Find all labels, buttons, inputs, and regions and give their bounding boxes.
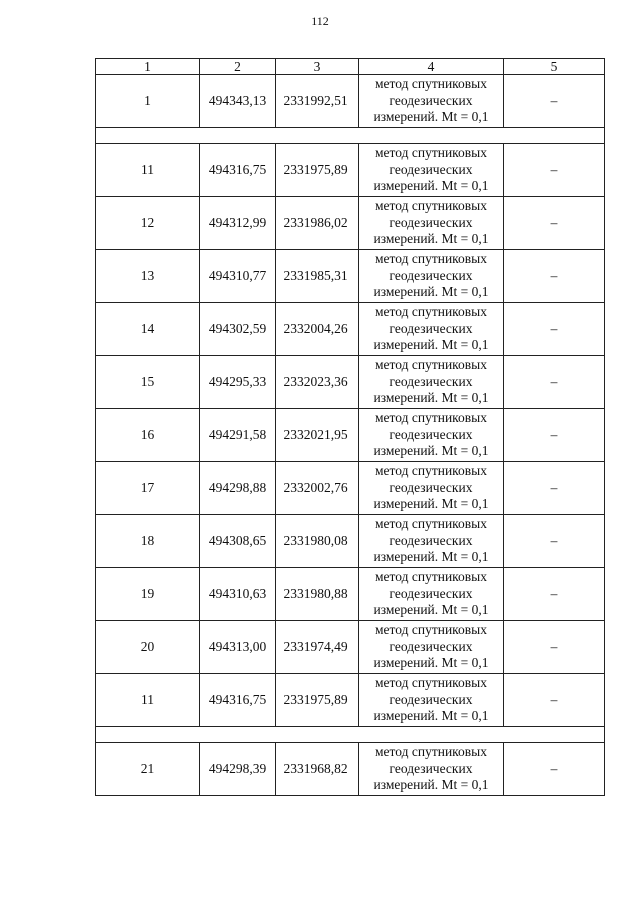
column-header: 1 <box>96 59 200 75</box>
method-text-line: измерений. Mt = 0,1 <box>373 443 489 459</box>
method-text-line: геодезических <box>389 479 473 495</box>
method-cell <box>359 144 504 197</box>
method-text-line: измерений. Mt = 0,1 <box>373 390 489 406</box>
table-row <box>96 75 605 128</box>
method-text-line: геодезических <box>389 691 473 707</box>
method-text-line: метод спутниковых <box>375 410 487 426</box>
method-cell <box>359 250 504 303</box>
note-cell: – <box>504 144 605 197</box>
method-text-line: метод спутниковых <box>375 304 487 320</box>
method-text-line: измерений. Mt = 0,1 <box>373 284 489 300</box>
note-cell: – <box>504 303 605 356</box>
x-coordinate-cell: 494310,77 <box>200 250 276 303</box>
method-cell <box>359 356 504 409</box>
y-coordinate-cell: 2332002,76 <box>276 462 359 515</box>
method-text-line: метод спутниковых <box>375 744 487 760</box>
coordinates-table-body <box>96 59 605 796</box>
method-text-line: измерений. Mt = 0,1 <box>373 549 489 565</box>
x-coordinate-cell: 494298,88 <box>200 462 276 515</box>
table-row <box>96 621 605 674</box>
point-number-cell: 13 <box>96 250 200 303</box>
coordinates-table <box>95 58 605 796</box>
method-text-line: измерений. Mt = 0,1 <box>373 777 489 793</box>
table-separator-row <box>96 128 605 144</box>
y-coordinate-cell: 2331975,89 <box>276 144 359 197</box>
separator-cell <box>96 128 605 144</box>
y-coordinate-cell: 2331985,31 <box>276 250 359 303</box>
point-number-cell: 15 <box>96 356 200 409</box>
column-header: 4 <box>359 59 504 75</box>
x-coordinate-cell: 494316,75 <box>200 674 276 727</box>
method-cell <box>359 568 504 621</box>
table-row <box>96 356 605 409</box>
y-coordinate-cell: 2331975,89 <box>276 674 359 727</box>
method-cell <box>359 197 504 250</box>
method-cell <box>359 303 504 356</box>
column-header: 3 <box>276 59 359 75</box>
table-row <box>96 250 605 303</box>
method-text-line: метод спутниковых <box>375 463 487 479</box>
method-text-line: метод спутниковых <box>375 76 487 92</box>
method-text-line: измерений. Mt = 0,1 <box>373 708 489 724</box>
method-cell <box>359 462 504 515</box>
point-number-cell: 12 <box>96 197 200 250</box>
method-cell <box>359 621 504 674</box>
point-number-cell: 18 <box>96 515 200 568</box>
x-coordinate-cell: 494312,99 <box>200 197 276 250</box>
method-text-line: геодезических <box>389 161 473 177</box>
note-cell: – <box>504 621 605 674</box>
note-cell: – <box>504 743 605 796</box>
x-coordinate-cell: 494295,33 <box>200 356 276 409</box>
y-coordinate-cell: 2332004,26 <box>276 303 359 356</box>
x-coordinate-cell: 494291,58 <box>200 409 276 462</box>
note-cell: – <box>504 356 605 409</box>
x-coordinate-cell: 494343,13 <box>200 75 276 128</box>
method-text-line: геодезических <box>389 585 473 601</box>
note-cell: – <box>504 674 605 727</box>
method-text-line: метод спутниковых <box>375 675 487 691</box>
point-number-cell: 11 <box>96 144 200 197</box>
method-cell <box>359 75 504 128</box>
x-coordinate-cell: 494313,00 <box>200 621 276 674</box>
method-text-line: измерений. Mt = 0,1 <box>373 602 489 618</box>
method-text-line: метод спутниковых <box>375 569 487 585</box>
point-number-cell: 20 <box>96 621 200 674</box>
method-text-line: измерений. Mt = 0,1 <box>373 109 489 125</box>
method-text-line: геодезических <box>389 760 473 776</box>
method-text-line: геодезических <box>389 426 473 442</box>
method-cell <box>359 674 504 727</box>
table-row <box>96 743 605 796</box>
y-coordinate-cell: 2331980,08 <box>276 515 359 568</box>
x-coordinate-cell: 494316,75 <box>200 144 276 197</box>
note-cell: – <box>504 568 605 621</box>
y-coordinate-cell: 2331980,88 <box>276 568 359 621</box>
point-number-cell: 16 <box>96 409 200 462</box>
method-text-line: метод спутниковых <box>375 516 487 532</box>
method-cell <box>359 743 504 796</box>
method-text-line: геодезических <box>389 373 473 389</box>
note-cell: – <box>504 197 605 250</box>
point-number-cell: 11 <box>96 674 200 727</box>
x-coordinate-cell: 494308,65 <box>200 515 276 568</box>
method-cell <box>359 409 504 462</box>
y-coordinate-cell: 2331968,82 <box>276 743 359 796</box>
method-text-line: геодезических <box>389 214 473 230</box>
table-row <box>96 303 605 356</box>
note-cell: – <box>504 515 605 568</box>
table-row <box>96 144 605 197</box>
point-number-cell: 14 <box>96 303 200 356</box>
method-text-line: метод спутниковых <box>375 198 487 214</box>
method-text-line: геодезических <box>389 267 473 283</box>
table-row <box>96 674 605 727</box>
method-text-line: метод спутниковых <box>375 357 487 373</box>
y-coordinate-cell: 2332021,95 <box>276 409 359 462</box>
method-text-line: измерений. Mt = 0,1 <box>373 655 489 671</box>
note-cell: – <box>504 462 605 515</box>
separator-cell <box>96 727 605 743</box>
note-cell: – <box>504 409 605 462</box>
method-text-line: измерений. Mt = 0,1 <box>373 496 489 512</box>
method-text-line: измерений. Mt = 0,1 <box>373 337 489 353</box>
note-cell: – <box>504 250 605 303</box>
column-header: 2 <box>200 59 276 75</box>
method-text-line: измерений. Mt = 0,1 <box>373 178 489 194</box>
x-coordinate-cell: 494302,59 <box>200 303 276 356</box>
y-coordinate-cell: 2331992,51 <box>276 75 359 128</box>
y-coordinate-cell: 2332023,36 <box>276 356 359 409</box>
page-number: 112 <box>311 14 329 28</box>
point-number-cell: 19 <box>96 568 200 621</box>
table-row <box>96 515 605 568</box>
table-header-row <box>96 59 605 75</box>
point-number-cell: 17 <box>96 462 200 515</box>
point-number-cell: 21 <box>96 743 200 796</box>
table-row <box>96 197 605 250</box>
method-text-line: метод спутниковых <box>375 251 487 267</box>
point-number-cell: 1 <box>96 75 200 128</box>
method-text-line: измерений. Mt = 0,1 <box>373 231 489 247</box>
method-text-line: геодезических <box>389 638 473 654</box>
method-text-line: геодезических <box>389 92 473 108</box>
y-coordinate-cell: 2331974,49 <box>276 621 359 674</box>
method-text-line: метод спутниковых <box>375 622 487 638</box>
note-cell: – <box>504 75 605 128</box>
table-row <box>96 568 605 621</box>
x-coordinate-cell: 494310,63 <box>200 568 276 621</box>
column-header: 5 <box>504 59 605 75</box>
table-row <box>96 409 605 462</box>
table-separator-row <box>96 727 605 743</box>
method-text-line: геодезических <box>389 320 473 336</box>
method-cell <box>359 515 504 568</box>
method-text-line: метод спутниковых <box>375 145 487 161</box>
y-coordinate-cell: 2331986,02 <box>276 197 359 250</box>
x-coordinate-cell: 494298,39 <box>200 743 276 796</box>
table-row <box>96 462 605 515</box>
method-text-line: геодезических <box>389 532 473 548</box>
